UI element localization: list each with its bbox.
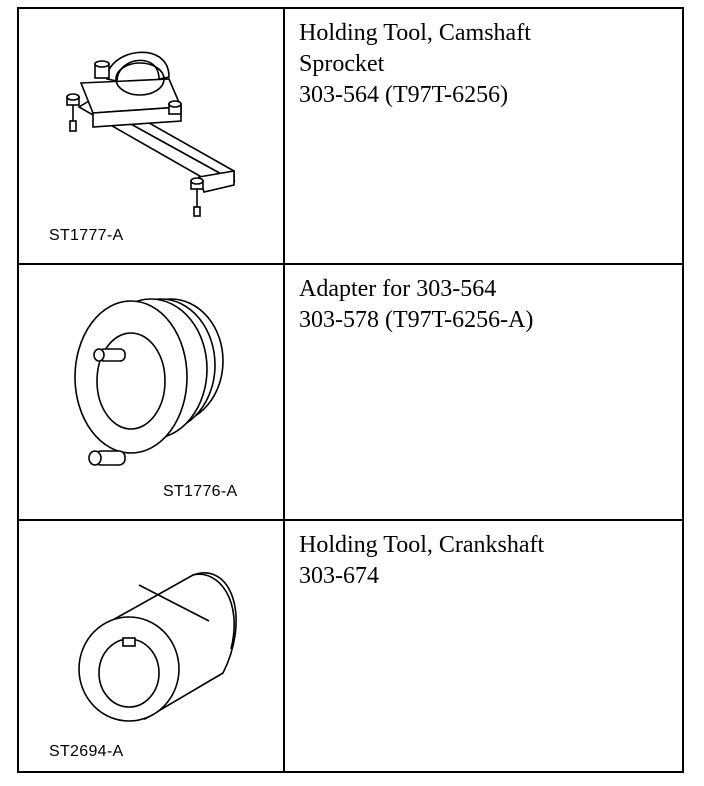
table-row — [19, 9, 682, 265]
tool-description — [285, 521, 682, 771]
adapter-illustration — [19, 265, 283, 519]
tool-description — [285, 9, 682, 263]
tool-number-line: 303-578 (T97T-6256-A) — [299, 307, 534, 333]
tool-number-line: 303-564 (T97T-6256) — [299, 82, 509, 108]
figure-code: ST1776-A — [163, 483, 238, 500]
table-row — [19, 521, 682, 771]
tool-name-line: Sprocket — [299, 51, 385, 77]
camshaft-holding-tool-illustration — [19, 9, 283, 263]
tool-number-line: 303-674 — [299, 563, 379, 589]
tool-image-cell — [19, 265, 285, 519]
tool-name-line: Holding Tool, Crankshaft — [299, 532, 545, 558]
crankshaft-holding-tool-illustration — [19, 521, 283, 769]
tool-description — [285, 265, 682, 519]
tool-image-cell — [19, 521, 285, 771]
figure-code: ST1777-A — [49, 227, 124, 244]
special-tools-table — [17, 7, 684, 773]
tool-image-cell — [19, 9, 285, 263]
tool-name-line: Holding Tool, Camshaft — [299, 20, 531, 46]
table-row — [19, 265, 682, 521]
figure-code: ST2694-A — [49, 743, 124, 760]
tool-name-line: Adapter for 303-564 — [299, 276, 497, 302]
